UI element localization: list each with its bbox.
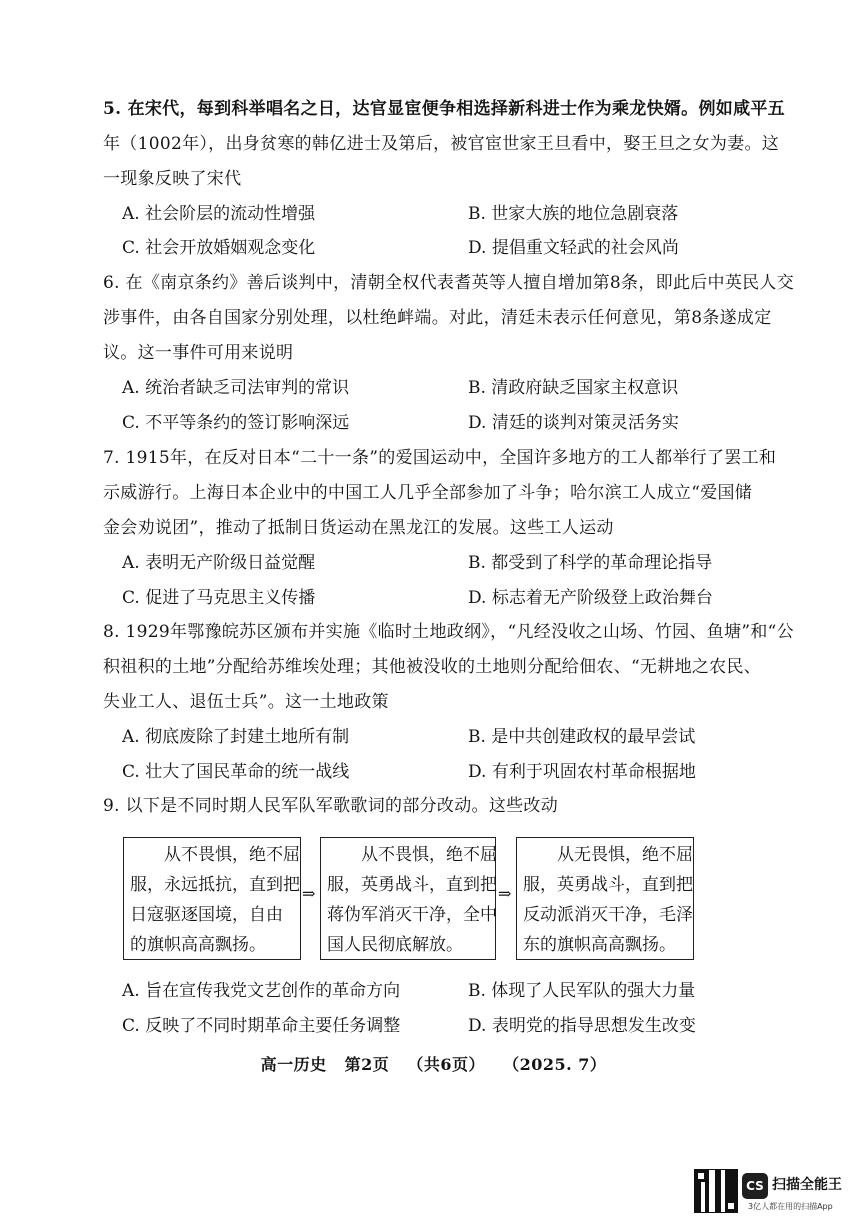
- q8-option-a: A. 彻底废除了封建土地所有制: [122, 727, 350, 747]
- page-footer: [0, 1052, 867, 1075]
- lyric-box-1: [123, 837, 301, 960]
- q9-line-1: 9. 以下是不同时期人民军队军歌歌词的部分改动。这些改动: [103, 796, 559, 816]
- q5-line-2: 年（1002年），出身贫寒的韩亿进士及第后，被官宦世家王旦看中，娶王旦之女为妻。这: [103, 134, 780, 154]
- q7-option-d: D. 标志着无产阶级登上政治舞台: [468, 588, 713, 608]
- q9-option-d: D. 表明党的指导思想发生改变: [468, 1016, 696, 1036]
- q7-line-2: 示威游行。上海日本企业中的中国工人几乎全部参加了斗争；哈尔滨工人成立“爱国储: [103, 483, 753, 503]
- q6-line-1: 6. 在《南京条约》善后谈判中，清朝全权代表耆英等人擅自增加第8条，即此后中英民人交: [103, 273, 795, 293]
- q8-option-d: D. 有利于巩固农村革命根据地: [468, 762, 696, 782]
- camscanner-slogan: 3亿人都在用的扫描App: [748, 1202, 833, 1211]
- q5-option-b: B. 世家大族的地位急剧衰落: [468, 204, 679, 224]
- q7-option-c: C. 促进了马克思主义传播: [122, 588, 316, 608]
- q8-option-c: C. 壮大了国民革命的统一战线: [122, 762, 350, 782]
- arrow-icon: ⇒: [302, 884, 316, 903]
- lyric-box-1-line: 的旗帜高高飘扬。: [130, 935, 266, 955]
- lyric-box-1-line: 日寇驱逐国境，自由: [130, 905, 283, 925]
- footer-page: 第2页: [344, 1055, 390, 1074]
- q7-option-b: B. 都受到了科学的革命理论指导: [468, 553, 713, 573]
- q8-line-2: 积祖积的土地”分配给苏维埃处理；其他被没收的土地则分配给佃农、“无耕地之农民、: [103, 657, 762, 677]
- lyric-box-2-line: 服，英勇战斗，直到把: [327, 875, 497, 895]
- lyric-box-3-line: 反动派消灭干净，毛泽: [523, 905, 693, 925]
- q6-option-b: B. 清政府缺乏国家主权意识: [468, 378, 679, 398]
- q5-option-c: C. 社会开放婚姻观念变化: [122, 238, 316, 258]
- lyric-box-2-line: 蒋伪军消灭干净，全中: [327, 905, 497, 925]
- q5-option-a: A. 社会阶层的流动性增强: [122, 204, 316, 224]
- qr-code-icon: [695, 1170, 737, 1212]
- lyric-box-1-line: 服，永远抵抗，直到把: [130, 875, 300, 895]
- q8-line-1: 8. 1929年鄂豫皖苏区颁布并实施《临时土地政纲》，“凡经没收之山场、竹园、鱼塘”和“公: [103, 622, 794, 642]
- lyric-box-3: [516, 837, 694, 960]
- q6-option-c: C. 不平等条约的签订影响深远: [122, 413, 350, 433]
- arrow-icon: ⇒: [498, 884, 512, 903]
- q7-option-a: A. 表明无产阶级日益觉醒: [122, 553, 316, 573]
- q7-line-1: 7. 1915年，在反对日本“二十一条”的爱国运动中，全国许多地方的工人都举行了罢工和: [103, 448, 777, 468]
- lyric-box-2: [320, 837, 496, 960]
- q9-option-c: C. 反映了不同时期革命主要任务调整: [122, 1016, 401, 1036]
- lyric-box-3-line: 服，英勇战斗，直到把: [523, 875, 693, 895]
- camscanner-name: 扫描全能王: [772, 1177, 842, 1193]
- q7-line-3: 金会劝说团”，推动了抵制日货运动在黑龙江的发展。这些工人运动: [103, 518, 614, 538]
- lyric-box-2-line: 从不畏惧，绝不屈: [361, 845, 497, 865]
- lyric-box-3-line: 东的旗帜高高飘扬。: [523, 935, 676, 955]
- lyric-box-2-line: 国人民彻底解放。: [327, 935, 463, 955]
- lyric-box-1-line: 从不畏惧，绝不屈: [164, 845, 300, 865]
- q6-option-a: A. 统治者缺乏司法审判的常识: [122, 378, 350, 398]
- camscanner-logo-icon: CS: [742, 1173, 768, 1199]
- q8-line-3: 失业工人、退伍士兵”。这一土地政策: [103, 692, 389, 712]
- q9-option-b: B. 体现了人民军队的强大力量: [468, 981, 696, 1001]
- q6-option-d: D. 清廷的谈判对策灵活务实: [468, 413, 679, 433]
- q5-option-d: D. 提倡重文轻武的社会风尚: [468, 238, 679, 258]
- q5-line-1: 5. 在宋代，每到科举唱名之日，达官显宦便争相选择新科进士作为乘龙快婿。例如咸平五: [103, 99, 785, 119]
- q6-line-2: 涉事件，由各自国家分别处理，以杜绝衅端。对此，清廷未表示任何意见，第8条遂成定: [103, 308, 772, 328]
- q5-line-3: 一现象反映了宋代: [103, 169, 242, 189]
- footer-total: （共6页）: [407, 1055, 486, 1074]
- q8-option-b: B. 是中共创建政权的最早尝试: [468, 727, 696, 747]
- q9-option-a: A. 旨在宣传我党文艺创作的革命方向: [122, 981, 401, 1001]
- q6-line-3: 议。这一事件可用来说明: [103, 343, 294, 363]
- footer-subject: 高一历史: [260, 1055, 327, 1074]
- footer-date: （2025. 7）: [503, 1055, 607, 1074]
- lyric-box-3-line: 从无畏惧，绝不屈: [557, 845, 693, 865]
